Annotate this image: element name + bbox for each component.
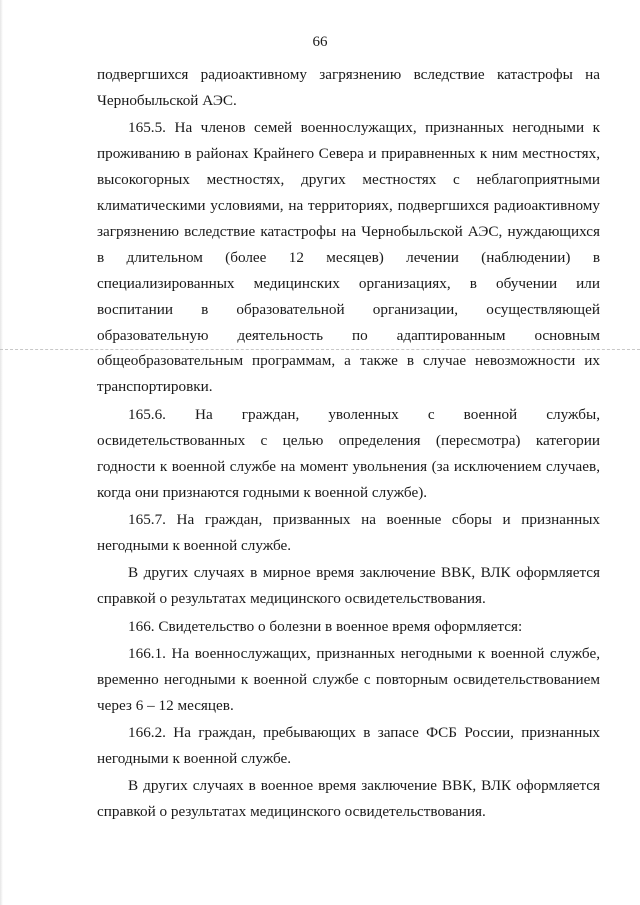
paragraph-165-7: 165.7. На граждан, призванных на военные сборы и признанных негодными к военной службе.: [97, 510, 600, 554]
document-body: [97, 62, 600, 827]
paragraph-166-2: 166.2. На граждан, пребывающих в запасе ФСБ России, признанных негодными к военной службе.: [97, 724, 600, 768]
paragraph-166-1: 166.1. На военнослужащих, признанных негодными к военной службе, временно негодными к военной службе с повторным освидетельствованием через 6 – 12 месяцев.: [97, 644, 600, 714]
scan-edge-shadow: [0, 0, 3, 905]
paragraph-165-6: 165.6. На граждан, уволенных с военной службы, освидетельствованных с целью определения (пересмотра) категории годности к военной службе на момент увольнения (за исключением случаев, когда они признаются годными к военной службе).: [97, 405, 600, 501]
paragraph-other-cases-peacetime: В других случаях в мирное время заключение ВВК, ВЛК оформляется справкой о результатах медицинского освидетельствования.: [97, 564, 600, 608]
paragraph-165-5: 165.5. На членов семей военнослужащих, признанных негодными к проживанию в районах Крайнего Севера и приравненных к ним местностях, высокогорных местностях, других местностях с неблагоприятными климатическими условиями, на территориях, подвергшихся радиоактивному загрязнению вследствие катастрофы на Чернобыльской АЭС, нуждающихся в длительном (более 12 месяцев) лечении (наблюдении) в специализированных медицинских организациях, в обучении или воспитании в образовательной организации, осуществляющей образовательную деятельность по адаптированным основным общеобразовательным программам, а также в случае невозможности их транспортировки.: [97, 119, 600, 396]
paragraph-continuation: подвергшихся радиоактивному загрязнению вследствие катастрофы на Чернобыльской АЭС.: [97, 66, 600, 109]
paragraph-other-cases-wartime: В других случаях в военное время заключение ВВК, ВЛК оформляется справкой о результатах медицинского освидетельствования.: [97, 777, 600, 821]
page-number: 66: [312, 34, 328, 50]
paragraph-166: 166. Свидетельство о болезни в военное время оформляется:: [128, 617, 523, 635]
